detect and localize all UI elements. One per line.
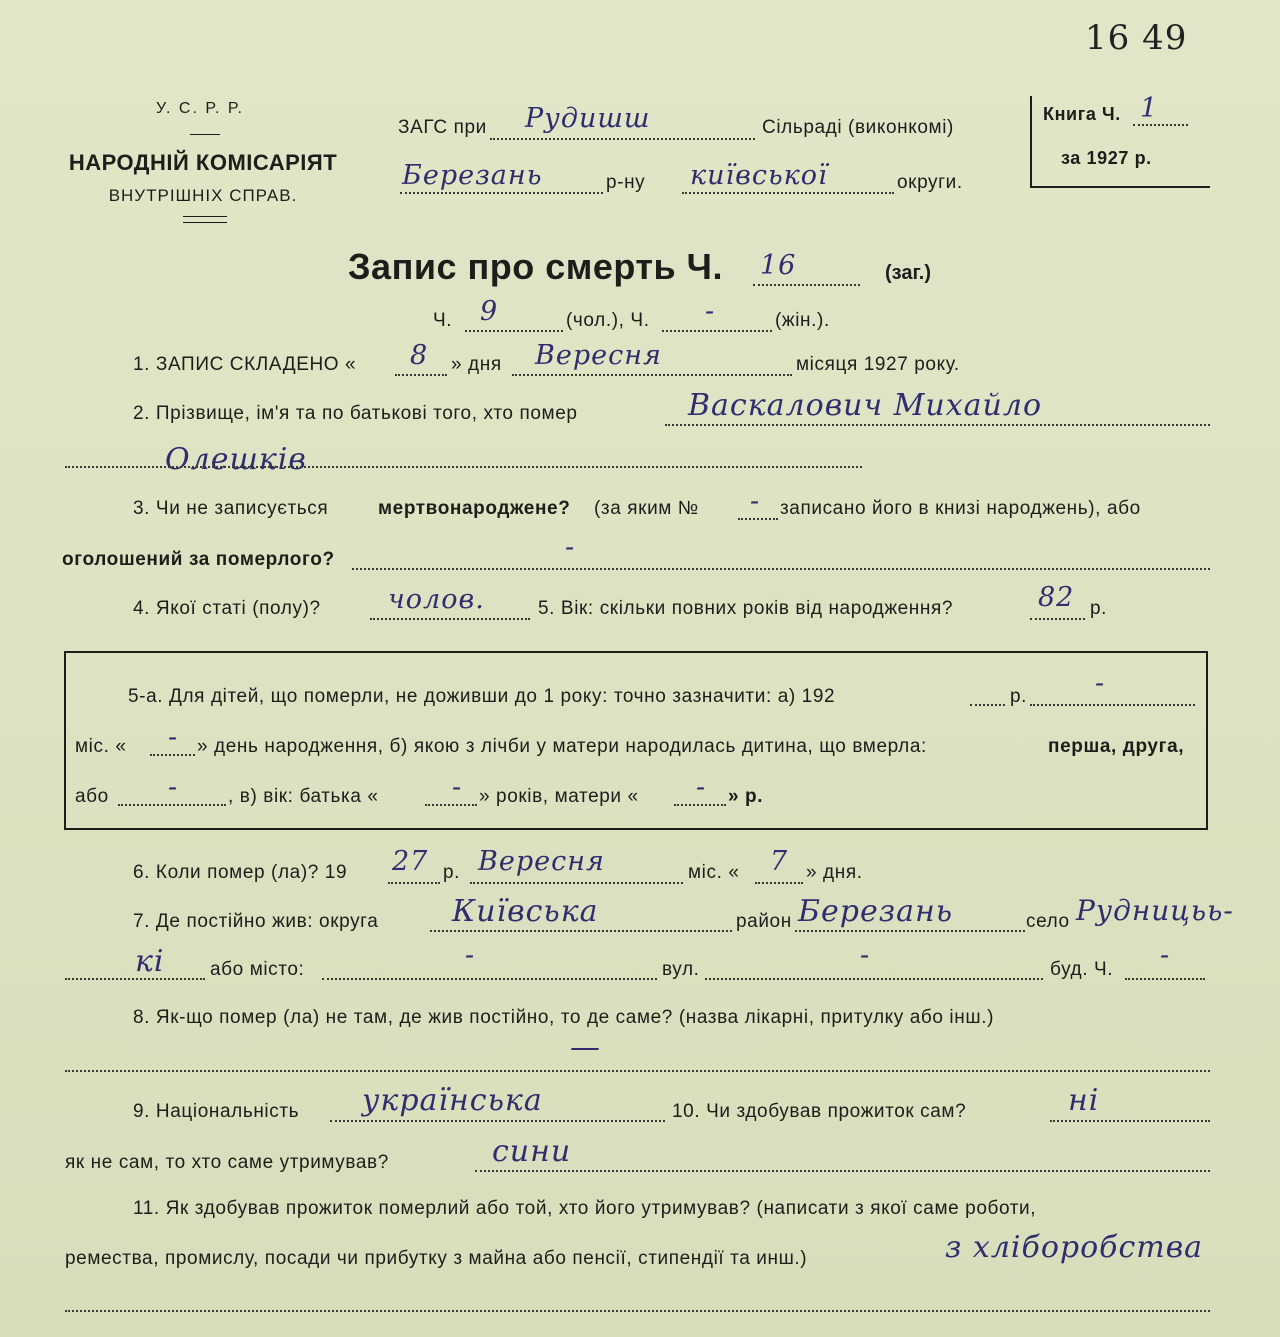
f7-selo-cont-value: кі xyxy=(135,944,165,979)
zags-okruha-label: округи. xyxy=(897,172,963,193)
f1-day-line xyxy=(395,374,447,376)
commissariat-title: НАРОДНІЙ КОМІСАРІЯТ xyxy=(68,150,338,175)
zags-prefix: ЗАГС при xyxy=(398,117,487,138)
f5a-order-line xyxy=(118,804,226,806)
f5a-order: перша, друга, xyxy=(1048,736,1185,757)
f5a-end: » р. xyxy=(728,786,764,807)
f3-declared-dead: оголошений за померлого? xyxy=(62,549,335,570)
f5a-father-line xyxy=(425,804,477,806)
f10-label: 10. Чи здобував прожиток сам? xyxy=(672,1101,967,1122)
zags-district-value: Березань xyxy=(402,160,543,191)
corner-number: 16 49 xyxy=(1085,18,1188,58)
f5a-line3: , в) вік: батька « xyxy=(228,786,379,807)
header-rule-bottom1 xyxy=(183,216,227,217)
f3-no-value: - xyxy=(750,486,761,517)
f5a-year-line xyxy=(970,704,1005,706)
book-number-line xyxy=(1133,124,1188,126)
f7-vul-line xyxy=(705,978,1043,980)
commissariat-subtitle: ВНУТРІШНІХ СПРАВ. xyxy=(108,186,298,205)
book-border-bottom xyxy=(1030,186,1210,188)
f5a-month-line xyxy=(1030,704,1195,706)
zags-okruha-line xyxy=(682,192,894,194)
f6-month-value: Вересня xyxy=(478,846,605,877)
f2-name-line xyxy=(665,424,1210,426)
male-count-prefix: Ч. xyxy=(433,310,453,331)
f1-end: місяця 1927 року. xyxy=(796,354,960,375)
book-number-value: 1 xyxy=(1140,93,1159,124)
f1-mid: » дня xyxy=(451,354,502,375)
zags-district-label: р-ну xyxy=(606,172,646,193)
f1-month-value: Вересня xyxy=(535,340,662,371)
f7-raion-value: Березань xyxy=(798,894,954,929)
f2-line2 xyxy=(65,466,862,468)
f3-no-line xyxy=(738,518,778,520)
f6-year-line xyxy=(388,882,440,884)
f9-label: 9. Національність xyxy=(133,1101,300,1122)
f5a-day-line xyxy=(150,754,195,756)
f11-line1: 11. Як здобував прожиток померлий або той, хто його утримував? (написати з якої саме роботи, xyxy=(133,1198,1037,1219)
f8-answer-line xyxy=(65,1070,1210,1072)
f10-value: ні xyxy=(1068,1083,1100,1118)
f6-label: 6. Коли помер (ла)? 19 xyxy=(133,862,348,883)
f7-bud: буд. Ч. xyxy=(1050,959,1114,980)
f7-okruha-value: Київська xyxy=(452,894,599,929)
f5a-dash2: - xyxy=(168,722,179,753)
f6-year-value: 27 xyxy=(392,846,429,877)
f1-month-line xyxy=(512,374,792,376)
f6-day-line xyxy=(755,882,803,884)
male-count-line xyxy=(465,330,563,332)
male-count-label: (чол.), Ч. xyxy=(566,310,650,331)
f5a-dash5: - xyxy=(696,772,707,803)
zags-district-line xyxy=(400,192,603,194)
f10-line xyxy=(1050,1120,1210,1122)
f2-label: 2. Прізвище, ім'я та по батькові того, хто помер xyxy=(133,403,578,424)
f10b-label: як не сам, то хто саме утримував? xyxy=(65,1152,389,1173)
book-year: за 1927 р. xyxy=(1061,148,1152,168)
f5a-rokiv: » років, матери « xyxy=(479,786,639,807)
f7-misto-value: - xyxy=(465,940,476,971)
f11-value: з хліборобства xyxy=(945,1230,1204,1265)
f6-mis: міс. « xyxy=(688,862,740,883)
zags-okruha-value: київської xyxy=(690,160,828,191)
book-border-left xyxy=(1030,96,1032,188)
f5a-line2: » день народження, б) якою з лічби у матери народилась дитина, що вмерла: xyxy=(197,736,927,757)
f3-c: записано його в книзі народжень), або xyxy=(780,498,1141,519)
f7-selo-cont-line xyxy=(65,978,205,980)
f7-misto: або місто: xyxy=(210,959,305,980)
ussr-label: У. С. Р. Р. xyxy=(155,100,244,117)
zags-council-value: Рудишш xyxy=(525,103,651,134)
female-count-label: (жін.). xyxy=(775,310,830,331)
f6-end: » дня. xyxy=(806,862,863,883)
f3-b: (за яким № xyxy=(594,498,699,519)
f11-line2: ремества, промислу, посади чи прибутку з майна або пенсії, стипендії та инш.) xyxy=(65,1248,808,1269)
zags-council-line xyxy=(490,138,755,140)
book-label: Книга Ч. xyxy=(1043,104,1121,124)
f6-month-line xyxy=(470,882,683,884)
f5-age-line xyxy=(1030,618,1085,620)
f7-bud-line xyxy=(1125,978,1205,980)
f10b-line xyxy=(475,1170,1210,1172)
f3-answer-value: - xyxy=(565,532,576,563)
male-count-value: 9 xyxy=(480,296,499,327)
record-title-suffix: (заг.) xyxy=(885,262,932,284)
f7-bud-value: - xyxy=(1160,940,1171,971)
f7-raion-line xyxy=(795,930,1025,932)
f2-name-value: Васкалович Михайло xyxy=(688,388,1043,423)
f5a-abo: або xyxy=(75,786,109,807)
record-number-value: 16 xyxy=(760,250,797,281)
f4-sex-line xyxy=(370,618,530,620)
f4-sex-value: чолов. xyxy=(388,584,485,615)
f7-vul: вул. xyxy=(662,959,700,980)
f5-age-value: 82 xyxy=(1038,582,1075,613)
record-number-line xyxy=(753,284,860,286)
f3-answer-line xyxy=(352,568,1210,570)
f10b-value: сини xyxy=(492,1134,572,1169)
f5a-line1: 5-а. Для дітей, що померли, не доживши до 1 року: точно зазначити: а) 192 xyxy=(128,686,836,707)
female-count-value: - xyxy=(705,296,716,327)
f7-vul-value: - xyxy=(860,940,871,971)
f5a-dash4: - xyxy=(452,772,463,803)
f7-misto-line xyxy=(322,978,657,980)
f6-r: р. xyxy=(443,862,461,883)
f8-label: 8. Як-що помер (ла) не там, де жив постійно, то де саме? (назва лікарні, притулку або інш.) xyxy=(133,1007,994,1028)
f2-line2-value: Олешків xyxy=(165,442,307,477)
record-title: Запис про смерть Ч. xyxy=(348,246,723,287)
f5a-dash3: - xyxy=(168,772,179,803)
f9-line xyxy=(330,1120,665,1122)
f1-day-value: 8 xyxy=(410,340,429,371)
zags-council-label: Сільраді (виконкомі) xyxy=(762,117,954,138)
f7-selo: село xyxy=(1026,911,1070,932)
f5-label: 5. Вік: скільки повних років від народження? xyxy=(538,598,954,619)
f4-label: 4. Якої статі (полу)? xyxy=(133,598,321,619)
f1-label: 1. ЗАПИС СКЛАДЕНО « xyxy=(133,354,357,375)
f3-stillborn: мертвонароджене? xyxy=(378,498,571,519)
female-count-line xyxy=(662,330,772,332)
f11-answer-line xyxy=(65,1310,1210,1312)
f5a-dash1: - xyxy=(1095,668,1106,699)
f3-a: 3. Чи не записується xyxy=(133,498,329,519)
f7-label: 7. Де постійно жив: округа xyxy=(133,911,379,932)
f6-day-value: 7 xyxy=(770,846,789,877)
f5a-mis: міс. « xyxy=(75,736,127,757)
header-rule-bottom2 xyxy=(183,222,227,223)
f5-unit: р. xyxy=(1090,598,1108,619)
f9-value: українська xyxy=(362,1083,543,1118)
f5a-r: р. xyxy=(1010,686,1028,707)
f8-answer-value: — xyxy=(570,1030,601,1065)
f5a-mother-line xyxy=(674,804,726,806)
f7-selo-value: Рудницьь- xyxy=(1076,894,1234,927)
header-rule-top xyxy=(190,134,220,135)
f7-okruha-line xyxy=(430,930,732,932)
f7-raion: район xyxy=(736,911,792,932)
